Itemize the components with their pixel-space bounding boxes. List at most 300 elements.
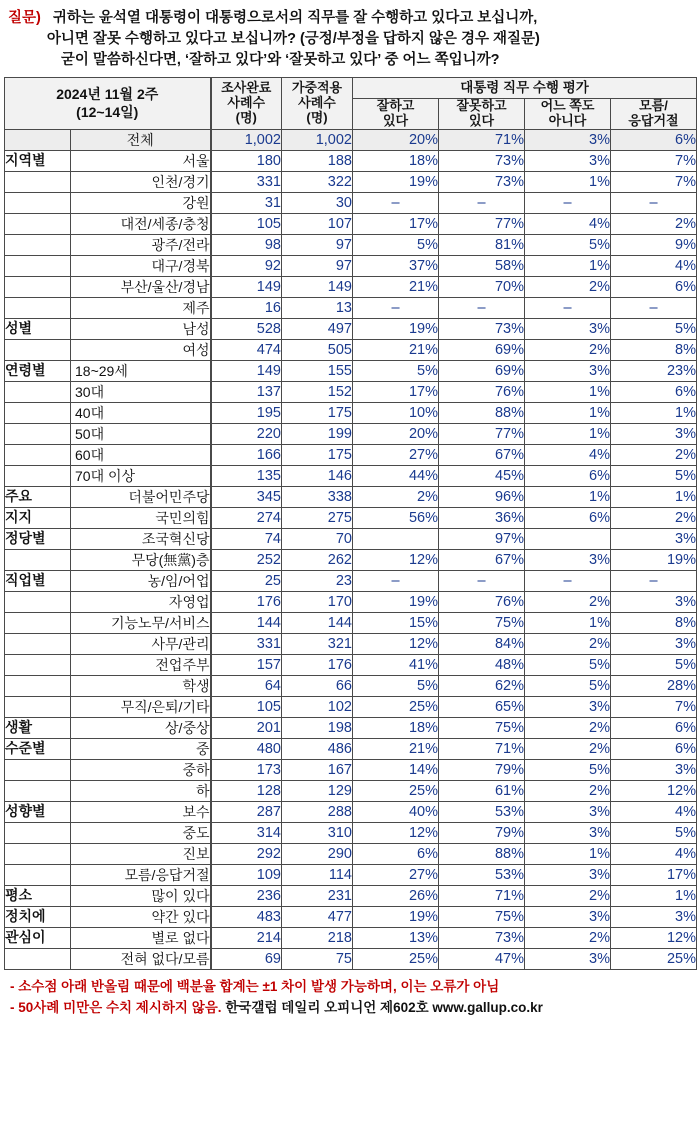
cell-cases: 474: [211, 339, 282, 360]
cell-cases: 97: [282, 234, 353, 255]
table-row: [5, 780, 697, 801]
cell-percent: 2%: [611, 444, 697, 465]
cell-cases: 146: [282, 465, 353, 486]
row-group-label: 평소: [5, 885, 71, 906]
row-category-label: 제주: [71, 297, 211, 318]
cell-cases: 98: [211, 234, 282, 255]
cell-percent: 25%: [353, 696, 439, 717]
row-group-label: [5, 276, 71, 297]
cell-cases: 477: [282, 906, 353, 927]
table-row: [5, 801, 697, 822]
cell-cases: 74: [211, 528, 282, 549]
row-category-label: 전업주부: [71, 654, 211, 675]
cell-percent: 65%: [439, 696, 525, 717]
question-line-2: 아니면 잘못 수행하고 있다고 보십니까? (긍정/부정을 답하지 않은 경우 재질문): [46, 31, 540, 48]
cell-percent: 25%: [353, 780, 439, 801]
cell-cases: 129: [282, 780, 353, 801]
cell-cases: 1,002: [211, 129, 282, 150]
cell-percent: 5%: [525, 654, 611, 675]
cell-percent: 81%: [439, 234, 525, 255]
header-eval-noanswer: [611, 99, 697, 130]
cell-percent: 2%: [525, 738, 611, 759]
header-completed-cases: [211, 78, 282, 130]
cell-cases: 262: [282, 549, 353, 570]
table-row: [5, 276, 697, 297]
cell-percent: –: [611, 297, 697, 318]
cell-percent: 3%: [611, 591, 697, 612]
cell-cases: 105: [211, 696, 282, 717]
cell-percent: 5%: [353, 360, 439, 381]
row-category-label: 사무/관리: [71, 633, 211, 654]
cell-cases: 1,002: [282, 129, 353, 150]
cell-percent: 53%: [439, 864, 525, 885]
cell-percent: 17%: [353, 381, 439, 402]
row-group-label: [5, 465, 71, 486]
cell-percent: 6%: [611, 717, 697, 738]
cell-percent: 9%: [611, 234, 697, 255]
question-text: [47, 8, 690, 71]
row-category-label: 상/중상: [71, 717, 211, 738]
cell-cases: 70: [282, 528, 353, 549]
cell-percent: 3%: [525, 360, 611, 381]
cell-percent: 5%: [353, 675, 439, 696]
cell-percent: 6%: [611, 276, 697, 297]
header-weighted-line2: 사례수: [298, 95, 336, 111]
cell-cases: 13: [282, 297, 353, 318]
table-row: [5, 381, 697, 402]
row-group-label: [5, 591, 71, 612]
table-row: [5, 591, 697, 612]
cell-cases: 109: [211, 864, 282, 885]
table-row: [5, 948, 697, 969]
row-category-label: 대구/경북: [71, 255, 211, 276]
row-group-label: 정당별: [5, 528, 71, 549]
table-row: [5, 906, 697, 927]
cell-percent: 3%: [525, 696, 611, 717]
row-group-label: [5, 654, 71, 675]
poll-table: [4, 77, 697, 970]
cell-percent: 41%: [353, 654, 439, 675]
header-eval-noanswer-l2: 응답거절: [628, 112, 679, 128]
cell-percent: 18%: [353, 717, 439, 738]
cell-percent: 4%: [611, 843, 697, 864]
cell-percent: 27%: [353, 444, 439, 465]
cell-percent: 97%: [439, 528, 525, 549]
cell-cases: 218: [282, 927, 353, 948]
cell-cases: 152: [282, 381, 353, 402]
cell-percent: 13%: [353, 927, 439, 948]
cell-percent: 62%: [439, 675, 525, 696]
footnote-2: [10, 998, 696, 1019]
row-group-label: [5, 423, 71, 444]
header-weighted-line1: 가중적용: [291, 80, 343, 96]
cell-percent: 96%: [439, 486, 525, 507]
cell-cases: 69: [211, 948, 282, 969]
header-eval-approve-l2: 있다: [382, 112, 409, 128]
table-row: [5, 171, 697, 192]
cell-percent: 61%: [439, 780, 525, 801]
cell-percent: 5%: [611, 318, 697, 339]
row-group-label: [5, 402, 71, 423]
cell-cases: 290: [282, 843, 353, 864]
cell-percent: 3%: [525, 549, 611, 570]
cell-percent: 19%: [353, 591, 439, 612]
cell-percent: 5%: [611, 654, 697, 675]
row-group-label: [5, 192, 71, 213]
table-row: [5, 864, 697, 885]
row-group-label: [5, 675, 71, 696]
cell-percent: 10%: [353, 402, 439, 423]
cell-percent: 45%: [439, 465, 525, 486]
row-group-label: [5, 444, 71, 465]
row-group-label: 정치에: [5, 906, 71, 927]
row-category-label: 중하: [71, 759, 211, 780]
cell-cases: 114: [282, 864, 353, 885]
cell-percent: 77%: [439, 213, 525, 234]
table-row: [5, 885, 697, 906]
cell-percent: –: [525, 570, 611, 591]
cell-cases: 483: [211, 906, 282, 927]
table-header-row-1: [5, 78, 697, 99]
cell-percent: 3%: [525, 801, 611, 822]
cell-cases: 155: [282, 360, 353, 381]
cell-percent: 79%: [439, 759, 525, 780]
cell-percent: 1%: [525, 423, 611, 444]
cell-percent: 15%: [353, 612, 439, 633]
cell-percent: 20%: [353, 129, 439, 150]
row-group-label: [5, 864, 71, 885]
row-category-label: 60대: [71, 444, 211, 465]
cell-percent: 2%: [525, 780, 611, 801]
cell-percent: –: [353, 192, 439, 213]
cell-percent: 69%: [439, 339, 525, 360]
cell-percent: 44%: [353, 465, 439, 486]
cell-cases: 322: [282, 171, 353, 192]
cell-percent: 73%: [439, 318, 525, 339]
header-eval-neither: [525, 99, 611, 130]
cell-cases: 176: [211, 591, 282, 612]
cell-percent: 2%: [611, 507, 697, 528]
cell-percent: 75%: [439, 906, 525, 927]
cell-cases: 220: [211, 423, 282, 444]
cell-percent: 12%: [611, 927, 697, 948]
cell-percent: 3%: [525, 864, 611, 885]
row-group-label: [5, 297, 71, 318]
row-category-label: 자영업: [71, 591, 211, 612]
cell-cases: 97: [282, 255, 353, 276]
cell-percent: 4%: [525, 213, 611, 234]
row-category-label: 모름/응답거절: [71, 864, 211, 885]
row-group-label: [5, 129, 71, 150]
cell-percent: 3%: [611, 906, 697, 927]
cell-cases: 292: [211, 843, 282, 864]
cell-percent: 2%: [525, 591, 611, 612]
cell-cases: 157: [211, 654, 282, 675]
cell-cases: 75: [282, 948, 353, 969]
cell-percent: 3%: [525, 822, 611, 843]
row-group-label: 지지: [5, 507, 71, 528]
cell-cases: 64: [211, 675, 282, 696]
cell-cases: 321: [282, 633, 353, 654]
cell-cases: 198: [282, 717, 353, 738]
table-row: [5, 696, 697, 717]
table-row: [5, 192, 697, 213]
cell-percent: 4%: [611, 801, 697, 822]
row-category-label: 기능노무/서비스: [71, 612, 211, 633]
row-category-label: 농/임/어업: [71, 570, 211, 591]
table-row: [5, 318, 697, 339]
header-eval-disapprove-l2: 있다: [468, 112, 495, 128]
table-row: [5, 717, 697, 738]
cell-percent: 3%: [611, 759, 697, 780]
table-row: [5, 843, 697, 864]
row-category-label: 전혀 없다/모름: [71, 948, 211, 969]
cell-percent: –: [611, 570, 697, 591]
table-row: [5, 465, 697, 486]
cell-percent: 12%: [611, 780, 697, 801]
cell-percent: 6%: [525, 465, 611, 486]
cell-percent: 1%: [525, 486, 611, 507]
cell-cases: 175: [282, 402, 353, 423]
cell-cases: 102: [282, 696, 353, 717]
cell-cases: 310: [282, 822, 353, 843]
row-category-label: 국민의힘: [71, 507, 211, 528]
header-completed-line3: (명): [235, 109, 257, 125]
cell-cases: 149: [282, 276, 353, 297]
table-row: [5, 528, 697, 549]
question-block: [4, 6, 696, 77]
row-group-label: 성별: [5, 318, 71, 339]
cell-percent: 58%: [439, 255, 525, 276]
header-weighted-line3: (명): [306, 109, 328, 125]
cell-percent: 1%: [525, 381, 611, 402]
cell-percent: 21%: [353, 276, 439, 297]
cell-cases: 314: [211, 822, 282, 843]
cell-percent: 1%: [525, 612, 611, 633]
row-category-label: 학생: [71, 675, 211, 696]
cell-percent: 76%: [439, 381, 525, 402]
cell-cases: 128: [211, 780, 282, 801]
row-category-label: 40대: [71, 402, 211, 423]
table-row: [5, 738, 697, 759]
cell-cases: 175: [282, 444, 353, 465]
row-category-label: 더불어민주당: [71, 486, 211, 507]
row-group-label: 관심이: [5, 927, 71, 948]
row-group-label: [5, 780, 71, 801]
header-eval-disapprove-l1: 잘못하고: [456, 98, 507, 114]
row-category-label: 약간 있다: [71, 906, 211, 927]
row-group-label: [5, 213, 71, 234]
cell-percent: 5%: [525, 759, 611, 780]
cell-percent: 67%: [439, 444, 525, 465]
table-row: [5, 633, 697, 654]
cell-percent: 3%: [611, 423, 697, 444]
row-group-label: 성향별: [5, 801, 71, 822]
row-group-label: [5, 633, 71, 654]
cell-percent: 48%: [439, 654, 525, 675]
row-category-label: 중: [71, 738, 211, 759]
table-row: [5, 234, 697, 255]
cell-cases: 170: [282, 591, 353, 612]
cell-cases: 23: [282, 570, 353, 591]
header-eval-approve: [353, 99, 439, 130]
cell-percent: 5%: [611, 465, 697, 486]
question-label: 질문): [8, 10, 41, 26]
cell-cases: 287: [211, 801, 282, 822]
question-line-3: 굳이 말씀하신다면, ‘잘하고 있다’와 ‘잘못하고 있다’ 중 어느 쪽입니까?: [60, 52, 500, 69]
cell-percent: 28%: [611, 675, 697, 696]
header-eval-noanswer-l1: 모름/: [639, 98, 668, 114]
cell-percent: 19%: [353, 171, 439, 192]
cell-cases: 345: [211, 486, 282, 507]
cell-percent: 37%: [353, 255, 439, 276]
cell-cases: 144: [211, 612, 282, 633]
cell-percent: 12%: [353, 549, 439, 570]
table-row: [5, 759, 697, 780]
row-category-label: 서울: [71, 150, 211, 171]
cell-percent: 1%: [525, 843, 611, 864]
cell-cases: 274: [211, 507, 282, 528]
cell-cases: 167: [282, 759, 353, 780]
row-category-label: 50대: [71, 423, 211, 444]
cell-percent: –: [439, 570, 525, 591]
table-row: [5, 570, 697, 591]
header-date-line1: 2024년 11월 2주: [56, 86, 159, 103]
row-category-label: 여성: [71, 339, 211, 360]
cell-cases: 195: [211, 402, 282, 423]
cell-percent: 17%: [611, 864, 697, 885]
cell-percent: 3%: [525, 948, 611, 969]
cell-cases: 505: [282, 339, 353, 360]
cell-percent: –: [525, 297, 611, 318]
cell-percent: 6%: [353, 843, 439, 864]
row-category-label: 대전/세종/충청: [71, 213, 211, 234]
cell-percent: 73%: [439, 927, 525, 948]
cell-percent: 20%: [353, 423, 439, 444]
cell-percent: 2%: [525, 717, 611, 738]
cell-percent: 71%: [439, 885, 525, 906]
cell-percent: 19%: [611, 549, 697, 570]
cell-cases: 497: [282, 318, 353, 339]
table-row: [5, 486, 697, 507]
cell-percent: 3%: [525, 906, 611, 927]
cell-percent: 27%: [353, 864, 439, 885]
table-body: [5, 129, 697, 969]
cell-cases: 105: [211, 213, 282, 234]
cell-percent: 2%: [525, 339, 611, 360]
cell-percent: 4%: [525, 444, 611, 465]
table-row: [5, 213, 697, 234]
cell-percent: 36%: [439, 507, 525, 528]
row-category-label: 70대 이상: [71, 465, 211, 486]
row-group-label: 생활: [5, 717, 71, 738]
cell-percent: 3%: [611, 528, 697, 549]
cell-percent: 7%: [611, 696, 697, 717]
cell-percent: 53%: [439, 801, 525, 822]
cell-percent: 71%: [439, 738, 525, 759]
cell-cases: 201: [211, 717, 282, 738]
cell-cases: 107: [282, 213, 353, 234]
cell-percent: 7%: [611, 150, 697, 171]
row-category-label: 하: [71, 780, 211, 801]
row-group-label: [5, 612, 71, 633]
table-row: [5, 612, 697, 633]
cell-percent: –: [525, 192, 611, 213]
row-group-label: [5, 822, 71, 843]
cell-percent: 88%: [439, 843, 525, 864]
header-eval-neither-l2: 아니다: [548, 112, 587, 128]
table-row: [5, 507, 697, 528]
row-group-label: [5, 171, 71, 192]
cell-cases: 16: [211, 297, 282, 318]
cell-percent: 40%: [353, 801, 439, 822]
row-category-label: 무당(無黨)층: [71, 549, 211, 570]
row-group-label: 수준별: [5, 738, 71, 759]
header-completed-line1: 조사완료: [221, 80, 272, 96]
cell-percent: [525, 528, 611, 549]
header-date: [5, 78, 211, 130]
footnote-1: - 소수점 아래 반올림 때문에 백분율 합계는 ±1 차이 발생 가능하며, 이는 오류가 아님: [10, 978, 500, 994]
cell-percent: 14%: [353, 759, 439, 780]
cell-cases: 166: [211, 444, 282, 465]
row-category-label: 별로 없다: [71, 927, 211, 948]
row-group-label: 직업별: [5, 570, 71, 591]
cell-percent: 69%: [439, 360, 525, 381]
row-category-label: 많이 있다: [71, 885, 211, 906]
cell-percent: 56%: [353, 507, 439, 528]
cell-cases: 66: [282, 675, 353, 696]
cell-percent: 7%: [611, 171, 697, 192]
table-row: [5, 129, 697, 150]
row-category-label: 부산/울산/경남: [71, 276, 211, 297]
cell-percent: 17%: [353, 213, 439, 234]
cell-percent: 6%: [525, 507, 611, 528]
cell-percent: 3%: [525, 150, 611, 171]
row-category-label: 중도: [71, 822, 211, 843]
row-group-label: 연령별: [5, 360, 71, 381]
cell-cases: 176: [282, 654, 353, 675]
row-group-label: [5, 381, 71, 402]
cell-cases: 231: [282, 885, 353, 906]
header-eval-approve-l1: 잘하고: [376, 98, 415, 114]
row-group-label: [5, 339, 71, 360]
header-date-line2: (12~14일): [76, 104, 139, 121]
cell-percent: 47%: [439, 948, 525, 969]
cell-percent: 2%: [525, 885, 611, 906]
header-weighted-cases: [282, 78, 353, 130]
cell-percent: 3%: [611, 633, 697, 654]
cell-percent: 1%: [611, 402, 697, 423]
table-row: [5, 822, 697, 843]
row-group-label: [5, 843, 71, 864]
cell-percent: 73%: [439, 171, 525, 192]
cell-cases: 30: [282, 192, 353, 213]
row-category-label: 30대: [71, 381, 211, 402]
cell-percent: 3%: [525, 318, 611, 339]
cell-cases: 31: [211, 192, 282, 213]
cell-cases: 236: [211, 885, 282, 906]
cell-cases: 331: [211, 633, 282, 654]
cell-cases: 486: [282, 738, 353, 759]
cell-percent: 18%: [353, 150, 439, 171]
cell-percent: 2%: [611, 213, 697, 234]
cell-percent: 73%: [439, 150, 525, 171]
table-row: [5, 297, 697, 318]
row-group-label: [5, 255, 71, 276]
cell-percent: 6%: [611, 738, 697, 759]
row-category-label: 무직/은퇴/기타: [71, 696, 211, 717]
row-category-label: 남성: [71, 318, 211, 339]
